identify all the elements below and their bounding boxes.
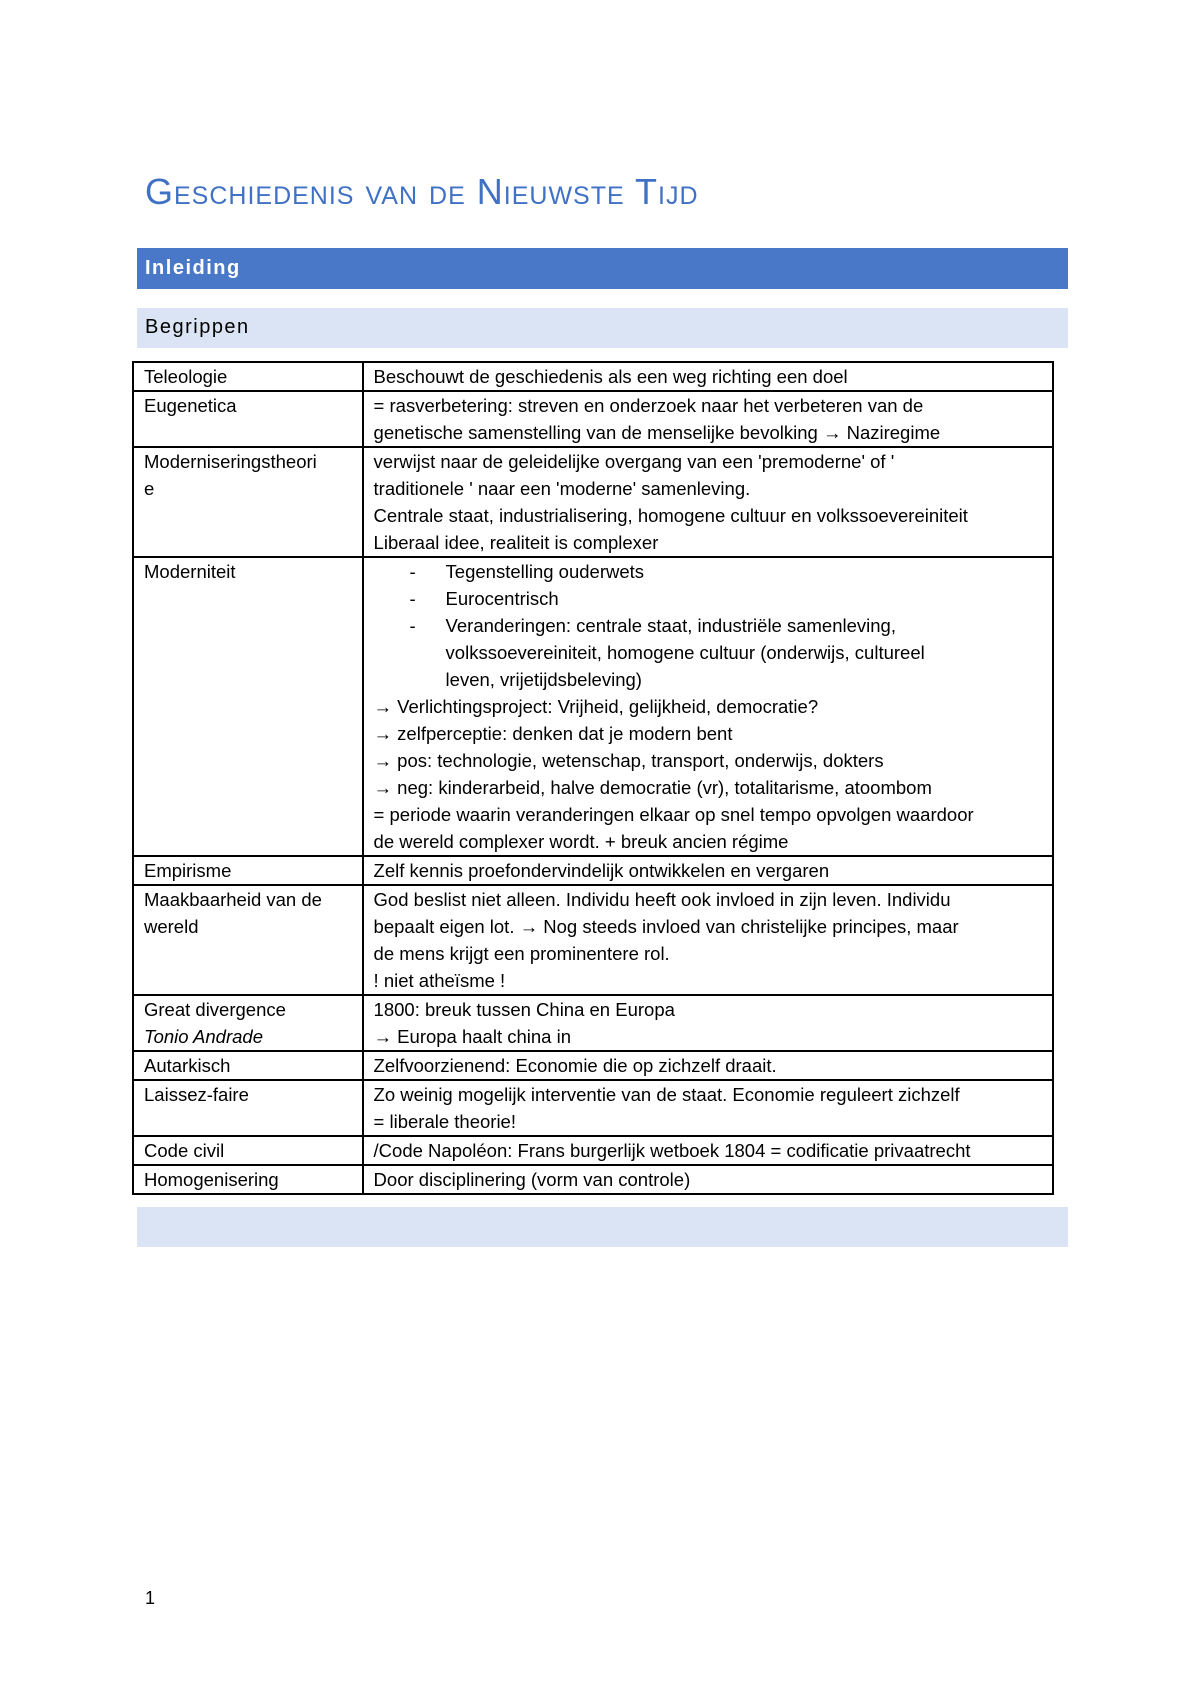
term-text: Moderniteit — [144, 561, 236, 582]
table-row — [133, 1051, 1053, 1080]
definition-text: = liberale theorie! — [373, 1111, 516, 1132]
definition-text: de wereld complexer wordt. + breuk ancien régime — [373, 831, 789, 852]
definition-cell — [363, 447, 1053, 557]
definition-text: Beschouwt de geschiedenis als een weg richting een doel — [373, 366, 848, 387]
definition-text: bepaalt eigen lot. → Nog steeds invloed van christelijke principes, maar — [373, 916, 959, 937]
definition-text: → Europa haalt china in — [373, 1026, 572, 1047]
definition-text: = rasverbetering: streven en onderzoek naar het verbeteren van de — [373, 395, 924, 416]
table-row — [133, 995, 1053, 1051]
definition-cell — [363, 391, 1053, 447]
term-cell — [133, 1080, 363, 1136]
list-item: - Eurocentrisch — [374, 585, 1042, 612]
term-cell — [133, 447, 363, 557]
empty-subsection-heading — [137, 1207, 1068, 1247]
definition-text: God beslist niet alleen. Individu heeft ook invloed in zijn leven. Individu — [373, 889, 951, 910]
term-text: Teleologie — [144, 366, 228, 387]
page-title: Geschiedenis van de Nieuwste Tijd — [145, 171, 699, 212]
list-item: volkssoevereiniteit, homogene cultuur (onderwijs, cultureel — [445, 642, 925, 663]
definition-text: Centrale staat, industrialisering, homogene cultuur en volkssoevereiniteit — [373, 505, 968, 526]
terms-table — [132, 361, 1054, 1195]
list-item: - Veranderingen: centrale staat, industriële samenleving, — [374, 612, 1042, 639]
term-cell — [133, 362, 363, 391]
table-row — [133, 1080, 1053, 1136]
definition-text: Zo weinig mogelijk interventie van de staat. Economie reguleert zichzelf — [373, 1084, 960, 1105]
table-row — [133, 362, 1053, 391]
definition-cell — [363, 1136, 1053, 1165]
definition-text: = periode waarin veranderingen elkaar op snel tempo opvolgen waardoor — [373, 804, 974, 825]
term-cell — [133, 1136, 363, 1165]
definition-cell — [363, 885, 1053, 995]
term-text: e — [144, 478, 155, 499]
definition-text: Zelf kennis proefondervindelijk ontwikkelen en vergaren — [373, 860, 830, 881]
definition-cell — [363, 1165, 1053, 1194]
term-text: Eugenetica — [144, 395, 237, 416]
table-row — [133, 1165, 1053, 1194]
term-cell — [133, 391, 363, 447]
definition-text: traditionele ' naar een 'moderne' samenleving. — [373, 478, 751, 499]
table-row — [133, 447, 1053, 557]
definition-cell — [363, 1051, 1053, 1080]
term-cell — [133, 885, 363, 995]
term-text: Homogenisering — [144, 1169, 279, 1190]
term-text: Maakbaarheid van de — [144, 889, 322, 910]
definition-text: 1800: breuk tussen China en Europa — [373, 999, 675, 1020]
list-item: - Tegenstelling ouderwets — [374, 558, 1042, 585]
definition-text: → Verlichtingsproject: Vrijheid, gelijkheid, democratie? — [373, 696, 819, 717]
section-heading-inleiding: Inleiding — [137, 248, 1068, 289]
table-row — [133, 557, 1053, 856]
page-number: 1 — [145, 1588, 156, 1608]
definition-cell — [363, 557, 1053, 856]
table-row — [133, 391, 1053, 447]
term-text: Empirisme — [144, 860, 232, 881]
definition-text: genetische samenstelling van de menselijke bevolking → Naziregime — [373, 422, 941, 443]
definition-text: Door disciplinering (vorm van controle) — [373, 1169, 691, 1190]
table-row — [133, 885, 1053, 995]
term-text: Moderniseringstheori — [144, 451, 317, 472]
definition-cell — [363, 856, 1053, 885]
definition-text: de mens krijgt een prominentere rol. — [373, 943, 670, 964]
table-row — [133, 856, 1053, 885]
definition-text: → neg: kinderarbeid, halve democratie (vr), totalitarisme, atoombom — [373, 777, 932, 798]
term-text: Great divergence — [144, 999, 286, 1020]
term-author: Tonio Andrade — [144, 1026, 263, 1047]
table-row — [133, 1136, 1053, 1165]
definition-text: → zelfperceptie: denken dat je modern bent — [373, 723, 733, 744]
term-cell — [133, 856, 363, 885]
term-text: Laissez-faire — [144, 1084, 249, 1105]
term-cell — [133, 995, 363, 1051]
term-cell — [133, 1051, 363, 1080]
definition-text: → pos: technologie, wetenschap, transport, onderwijs, dokters — [373, 750, 884, 771]
definition-text: verwijst naar de geleidelijke overgang van een 'premoderne' of ' — [373, 451, 895, 472]
definition-text: /Code Napoléon: Frans burgerlijk wetboek 1804 = codificatie privaatrecht — [373, 1140, 971, 1161]
term-cell — [133, 557, 363, 856]
definition-text: Liberaal idee, realiteit is complexer — [373, 532, 659, 553]
list-item: leven, vrijetijdsbeleving) — [445, 669, 642, 690]
term-cell — [133, 1165, 363, 1194]
definition-text: ! niet atheïsme ! — [373, 970, 506, 991]
term-text: Code civil — [144, 1140, 225, 1161]
term-text: Autarkisch — [144, 1055, 231, 1076]
definition-text: Zelfvoorzienend: Economie die op zichzelf draait. — [373, 1055, 777, 1076]
subsection-heading-begrippen: Begrippen — [137, 308, 1068, 348]
term-text: wereld — [144, 916, 199, 937]
definition-cell — [363, 995, 1053, 1051]
definition-cell — [363, 362, 1053, 391]
definition-cell — [363, 1080, 1053, 1136]
